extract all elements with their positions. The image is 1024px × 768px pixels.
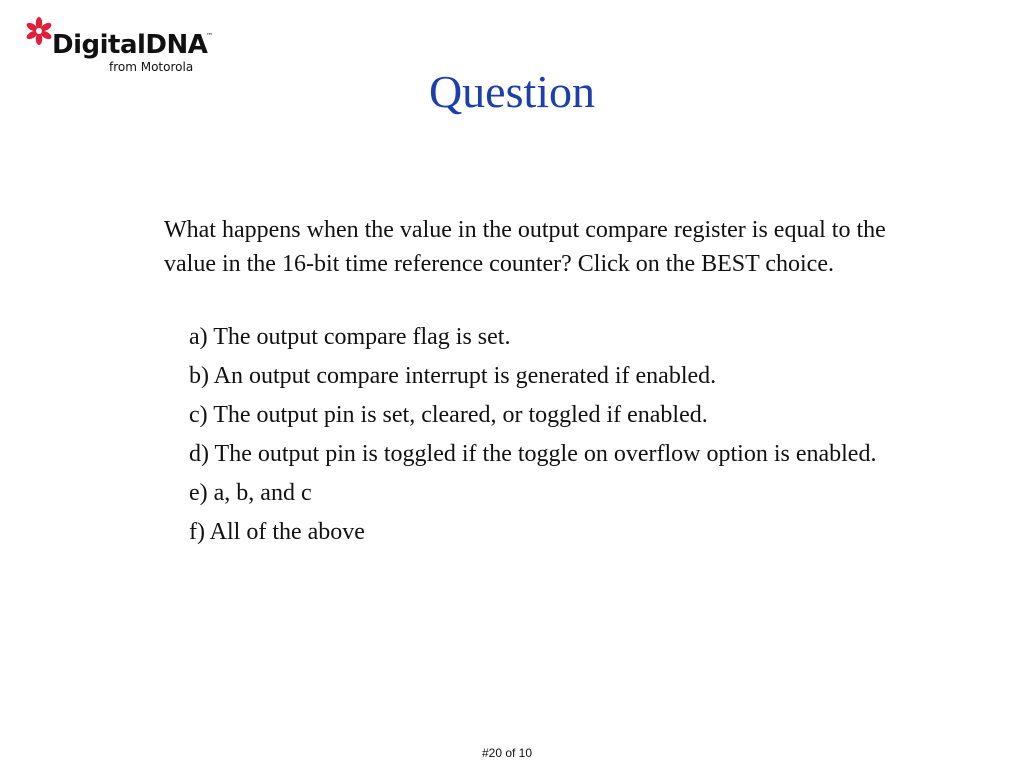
answer-options — [189, 320, 894, 554]
slide-title: Question — [428, 66, 596, 117]
logo-trademark: ™ — [206, 32, 213, 40]
answer-option-b[interactable]: b) An output compare interrupt is generated if enabled. — [189, 363, 717, 389]
answer-option-d[interactable]: d) The output pin is toggled if the toggle on overflow option is enabled. — [189, 441, 877, 467]
flower-logo-icon — [24, 16, 54, 46]
answer-option-c[interactable]: c) The output pin is set, cleared, or toggled if enabled. — [189, 402, 708, 428]
logo-subtext: from Motorola — [109, 60, 194, 74]
answer-option-a[interactable]: a) The output compare flag is set. — [189, 324, 511, 350]
answer-option-f[interactable]: f) All of the above — [189, 519, 365, 545]
question-prompt: What happens when the value in the output compare register is equal to the value in the 16-bit time reference counter? Click on the BEST choice. — [164, 217, 886, 277]
slide-number: #20 of 10 — [481, 746, 533, 760]
logo-brand-text: DigitalDNA — [52, 30, 208, 60]
answer-option-e[interactable]: e) a, b, and c — [189, 480, 312, 506]
